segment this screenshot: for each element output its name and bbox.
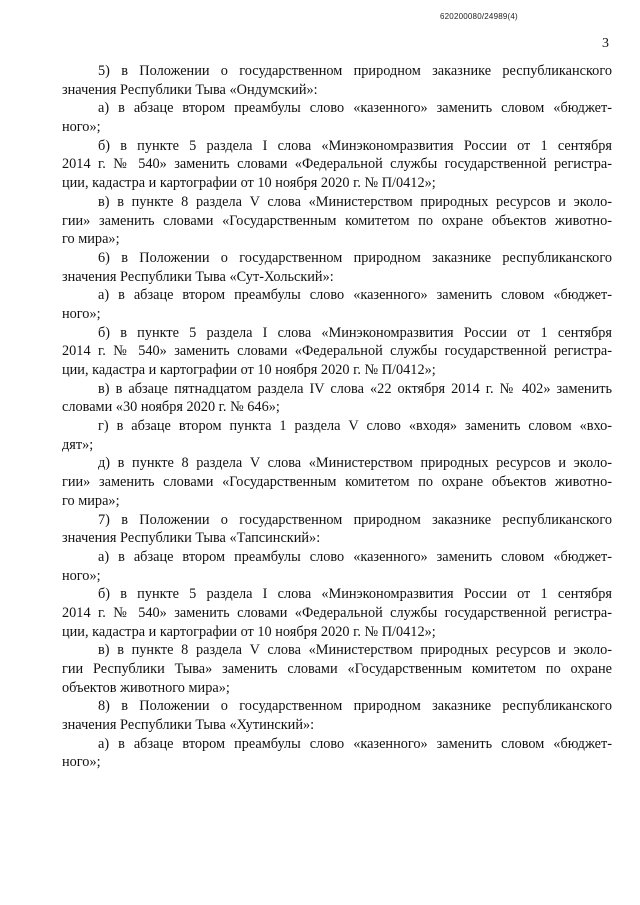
- text-line: гии Республики Тыва» заменить словами «Государственным комитетом по охране: [62, 661, 612, 677]
- text-line: 2014 г. № 540» заменить словами «Федеральной службы государственной регистра-: [62, 156, 612, 173]
- text-line: в) в пункте 8 раздела V слова «Министерством природных ресурсов и эколо-: [98, 193, 612, 210]
- text-line: го мира»;: [62, 492, 120, 509]
- text-line: ного»;: [62, 305, 101, 322]
- text-line: в) в абзаце пятнадцатом раздела IV слова «22 октября 2014 г. № 402» заменить: [98, 380, 612, 397]
- text-line: 5) в Положении о государственном природном заказнике республиканского: [98, 63, 612, 79]
- text-line: гии» заменить словами «Государственным комитетом по охране объектов животно-: [62, 474, 612, 491]
- text-line: 2014 г. № 540» заменить словами «Федеральной службы государственной регистра-: [62, 343, 612, 360]
- text-line: значения Республики Тыва «Ондумский»:: [62, 81, 318, 98]
- text-line: 7) в Положении о государственном природном заказнике республиканского: [98, 511, 612, 528]
- text-line: б) в пункте 5 раздела I слова «Минэкономразвития России от 1 сентября: [98, 324, 612, 341]
- text-line: объектов животного мира»;: [62, 679, 230, 696]
- page-number: 3: [602, 36, 609, 51]
- text-line: ции, кадастра и картографии от 10 ноября 2020 г. № П/0412»;: [62, 175, 436, 192]
- text-line: значения Республики Тыва «Тапсинский»:: [62, 530, 321, 547]
- document-body: [62, 62, 612, 772]
- text-line: значения Республики Тыва «Сут-Хольский»:: [62, 268, 334, 285]
- text-line: 6) в Положении о государственном природном заказнике республиканского: [98, 249, 612, 266]
- text-line: ции, кадастра и картографии от 10 ноября 2020 г. № П/0412»;: [62, 362, 436, 378]
- text-line: ного»;: [62, 567, 101, 584]
- text-line: а) в абзаце втором преамбулы слово «казенного» заменить словом «бюджет-: [98, 287, 612, 304]
- text-line: в) в пункте 8 раздела V слова «Министерством природных ресурсов и эколо-: [98, 642, 612, 659]
- text-line: а) в абзаце втором преамбулы слово «казенного» заменить словом «бюджет-: [98, 100, 612, 117]
- text-line: 2014 г. № 540» заменить словами «Федеральной службы государственной регистра-: [62, 604, 612, 621]
- text-line: ного»;: [62, 119, 101, 136]
- text-line: дят»;: [62, 436, 94, 453]
- text-line: го мира»;: [62, 231, 120, 248]
- text-line: значения Республики Тыва «Хутинский»:: [62, 717, 315, 734]
- text-line: б) в пункте 5 раздела I слова «Минэкономразвития России от 1 сентября: [98, 137, 612, 154]
- text-line: словами «30 ноября 2020 г. № 646»;: [62, 399, 280, 416]
- text-line: а) в абзаце втором преамбулы слово «казенного» заменить словом «бюджет-: [98, 548, 612, 565]
- text-line: д) в пункте 8 раздела V слова «Министерством природных ресурсов и эколо-: [98, 455, 612, 472]
- text-line: б) в пункте 5 раздела I слова «Минэкономразвития России от 1 сентября: [98, 586, 612, 603]
- text-line: ного»;: [62, 754, 101, 771]
- text-line: а) в абзаце втором преамбулы слово «казенного» заменить словом «бюджет-: [98, 735, 612, 752]
- text-line: ции, кадастра и картографии от 10 ноября 2020 г. № П/0412»;: [62, 623, 436, 640]
- document-id: 620200080/24989(4): [440, 12, 518, 21]
- text-line: 8) в Положении о государственном природном заказнике республиканского: [98, 698, 612, 715]
- text-line: гии» заменить словами «Государственным комитетом по охране объектов животно-: [62, 212, 612, 229]
- text-line: г) в абзаце втором пункта 1 раздела V слово «входя» заменить словом «вхо-: [98, 418, 612, 435]
